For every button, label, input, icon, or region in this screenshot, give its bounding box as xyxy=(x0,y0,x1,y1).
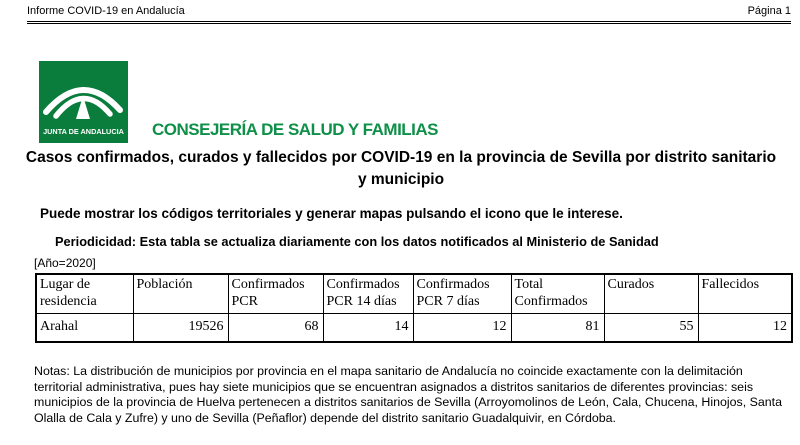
col-confirmados-pcr-14: Confirmados PCR 14 días xyxy=(323,274,413,313)
cell-confirmados-pcr-14: 14 xyxy=(323,313,413,342)
logo-caption: JUNTA DE ANDALUCIA xyxy=(43,127,124,136)
table-row xyxy=(36,313,792,342)
col-confirmados-pcr: Confirmados PCR xyxy=(228,274,323,313)
cell-total-confirmados: 81 xyxy=(511,313,604,342)
cell-poblacion: 19526 xyxy=(133,313,228,342)
cell-curados: 55 xyxy=(604,313,698,342)
report-name: Informe COVID-19 en Andalucía xyxy=(27,5,185,17)
junta-de-andalucia-logo-icon xyxy=(39,61,128,143)
year-filter-label: [Año=2020] xyxy=(34,256,96,270)
cell-lugar: Arahal xyxy=(36,313,133,342)
intro-text: Puede mostrar los códigos territoriales y generar mapas pulsando el icono que le interese. xyxy=(40,206,623,221)
col-curados: Curados xyxy=(604,274,698,313)
col-confirmados-pcr-7: Confirmados PCR 7 días xyxy=(413,274,511,313)
col-poblacion: Población xyxy=(133,274,228,313)
page-header xyxy=(27,4,791,24)
document-title: Casos confirmados, curados y fallecidos por COVID-19 en la provincia de Sevilla por distrito sanitario y municipio xyxy=(25,149,777,188)
cell-confirmados-pcr: 68 xyxy=(228,313,323,342)
col-lugar-residencia: Lugar de residencia xyxy=(36,274,133,313)
consejeria-title: CONSEJERÍA DE SALUD Y FAMILIAS xyxy=(152,120,439,139)
notes-text: Notas: La distribución de municipios por provincia en el mapa sanitario de Andalucía no coincide exactamente con la delimitación territorial administrativa, pues hay siete municipios que se encuentran asignados a distritos sanitarios de diferentes provincias: seis municipios de la provincia de Huelva pertenecen a distritos sanitarios de Sevilla (Arroyomolinos de León, Cala, Chucena, Hinojos, Santa Olalla de Cala y Zufre) y uno de Sevilla (Peñaflor) depende del distrito sanitario Guadalquivir, en Córdoba. xyxy=(34,364,782,425)
periodicidad-text: Periodicidad: Esta tabla se actualiza diariamente con los datos notificados al Ministerio de Sanidad xyxy=(55,234,659,249)
cell-confirmados-pcr-7: 12 xyxy=(413,313,511,342)
col-fallecidos: Fallecidos xyxy=(698,274,792,313)
col-total-confirmados: Total Confirmados xyxy=(511,274,604,313)
covid-data-table xyxy=(35,273,793,343)
page-number: Página 1 xyxy=(747,5,791,17)
table-header-row xyxy=(36,274,792,313)
cell-fallecidos: 12 xyxy=(698,313,792,342)
